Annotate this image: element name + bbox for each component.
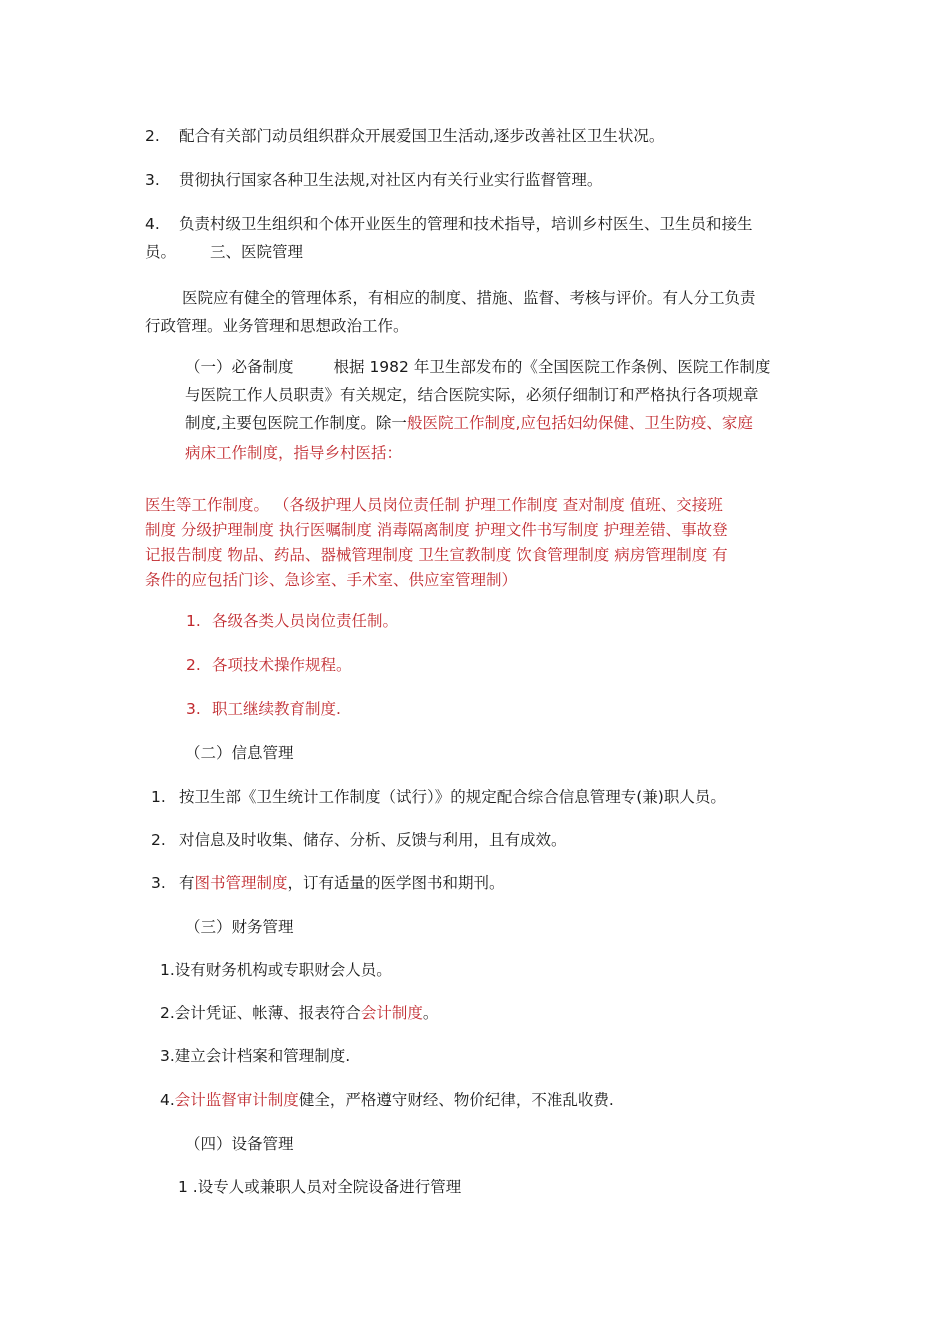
list-item bbox=[186, 652, 352, 678]
item-number: 1. bbox=[160, 961, 175, 979]
item-text: 贯彻执行国家各种卫生法规,对社区内有关行业实行监督管理。 bbox=[179, 171, 603, 189]
list-item bbox=[178, 1174, 461, 1200]
list-item bbox=[145, 211, 753, 237]
list-item bbox=[160, 1000, 438, 1026]
item-text: 建立会计档案和管理制度. bbox=[174, 1047, 351, 1065]
highlighted-text: 记报告制度 物品、药品、器械管理制度 卫生宣教制度 饮食管理制度 病房管理制度 有 bbox=[145, 546, 728, 564]
list-item bbox=[186, 696, 341, 722]
item-text: ，订有适量的医学图书和期刊。 bbox=[287, 874, 505, 892]
item-number: 4. bbox=[160, 1091, 175, 1109]
paragraph-line bbox=[185, 410, 753, 436]
highlighted-text: 条件的应包括门诊、急诊室、手术室、供应室管理制） bbox=[145, 571, 518, 589]
list-item bbox=[160, 1087, 614, 1113]
highlighted-text: 般医院工作制度,应包括妇幼保健、卫生防疫、家庭 bbox=[406, 414, 753, 432]
paragraph-text: 制度,主要包医院工作制度。除一 bbox=[185, 414, 407, 432]
paragraph-line: 医院应有健全的管理体系，有相应的制度、措施、监督、考核与评价。有人分工负责 bbox=[182, 289, 756, 307]
item-text: 设专人或兼职人员对全院设备进行管理 bbox=[197, 1178, 462, 1196]
item-number: 3. bbox=[145, 171, 160, 189]
item-number: 4. bbox=[145, 215, 160, 233]
item-number: 2. bbox=[151, 831, 166, 849]
item-text: 按卫生部《卫生统计工作制度（试行）》的规定配合综合信息管理专(兼)职人员。 bbox=[179, 788, 726, 806]
list-item bbox=[151, 827, 567, 853]
item-number: 2. bbox=[145, 127, 160, 145]
list-item-continued bbox=[145, 239, 303, 265]
paragraph-line: 与医院工作人员职责》有关规定，结合医院实际，必须仔细制订和严格执行各项规章 bbox=[185, 386, 759, 404]
highlighted-text: 病床工作制度，指导乡村医括： bbox=[185, 444, 403, 462]
paragraph-text: 根据 1982 年卫生部发布的《全国医院工作条例、医院工作制度 bbox=[333, 358, 771, 376]
item-number: 3. bbox=[160, 1047, 175, 1065]
item-text: 职工继续教育制度. bbox=[212, 700, 341, 718]
item-number: 3. bbox=[151, 874, 166, 892]
item-number: 3. bbox=[186, 700, 201, 718]
item-text: 。 bbox=[422, 1004, 439, 1022]
item-number: 1. bbox=[151, 788, 166, 806]
item-text: 各项技术操作规程。 bbox=[212, 656, 352, 674]
section-heading: 三、医院管理 bbox=[210, 243, 304, 261]
section-heading: （二）信息管理 bbox=[185, 744, 294, 762]
list-item bbox=[160, 957, 392, 983]
item-number: 1. bbox=[186, 612, 201, 630]
list-item bbox=[151, 870, 505, 896]
item-text: 各级各类人员岗位责任制。 bbox=[212, 612, 399, 630]
highlighted-text: 图书管理制度 bbox=[194, 874, 288, 892]
item-text: 有 bbox=[179, 874, 195, 892]
highlighted-text: 制度 分级护理制度 执行医嘱制度 消毒隔离制度 护理文件书写制度 护理差错、事故登 bbox=[145, 521, 728, 539]
item-text: 配合有关部门动员组织群众开展爱国卫生活动,逐步改善社区卫生状况。 bbox=[179, 127, 665, 145]
paragraph-line bbox=[185, 354, 770, 380]
section-heading: （一）必备制度 bbox=[185, 358, 294, 376]
section-heading: （三）财务管理 bbox=[185, 918, 294, 936]
item-text: 健全，严格遵守财经、物价纪律，不准乱收费. bbox=[298, 1091, 614, 1109]
item-number: 1 . bbox=[178, 1178, 198, 1196]
item-number: 2. bbox=[160, 1004, 175, 1022]
list-item bbox=[151, 784, 726, 810]
list-item bbox=[186, 608, 398, 634]
list-item bbox=[160, 1043, 350, 1069]
highlighted-text: 会计制度 bbox=[360, 1004, 423, 1022]
paragraph-line: 行政管理。业务管理和思想政治工作。 bbox=[145, 317, 409, 335]
item-text: 员。 bbox=[145, 243, 177, 261]
highlighted-text: 医生等工作制度。 （各级护理人员岗位责任制 护理工作制度 查对制度 值班、交接班 bbox=[145, 496, 723, 514]
list-item bbox=[145, 123, 664, 149]
item-text: 负责村级卫生组织和个体开业医生的管理和技术指导，培训乡村医生、卫生员和接生 bbox=[179, 215, 753, 233]
item-number: 2. bbox=[186, 656, 201, 674]
section-heading: （四）设备管理 bbox=[185, 1135, 294, 1153]
highlighted-text: 会计监督审计制度 bbox=[174, 1091, 299, 1109]
item-text: 设有财务机构或专职财会人员。 bbox=[174, 961, 392, 979]
item-text: 会计凭证、帐薄、报表符合 bbox=[174, 1004, 361, 1022]
item-text: 对信息及时收集、储存、分析、反馈与利用，且有成效。 bbox=[179, 831, 567, 849]
list-item bbox=[145, 167, 602, 193]
